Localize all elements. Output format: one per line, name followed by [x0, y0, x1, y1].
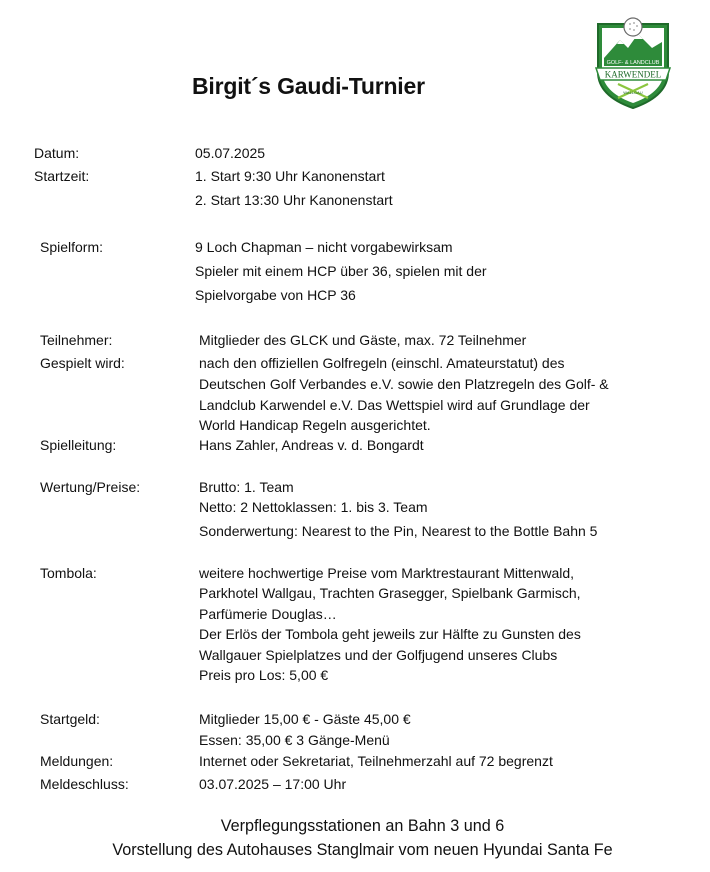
- tombola-line-3: Parfümerie Douglas…: [199, 606, 337, 622]
- tombola-label: Tombola:: [40, 565, 97, 581]
- gespielt-label: Gespielt wird:: [40, 355, 125, 371]
- gespielt-line-2: Deutschen Golf Verbandes e.V. sowie den Platzregeln des Golf- &: [199, 376, 609, 392]
- gespielt-line-1: nach den offiziellen Golfregeln (einschl. Amateurstatut) des: [199, 355, 565, 371]
- wertung-label: Wertung/Preise:: [40, 479, 141, 495]
- svg-text:WALLGAU: WALLGAU: [623, 90, 643, 95]
- spielform-line-2: Spieler mit einem HCP über 36, spielen mit der: [195, 263, 487, 279]
- startzeit-line-1: 1. Start 9:30 Uhr Kanonenstart: [195, 168, 385, 184]
- page-title: Birgit´s Gaudi-Turnier: [192, 73, 425, 99]
- tombola-line-6: Preis pro Los: 5,00 €: [199, 667, 329, 683]
- footer-line-2: Vorstellung des Autohauses Stanglmair vom neuen Hyundai Santa Fe: [112, 841, 613, 859]
- footer-line-1: Verpflegungsstationen an Bahn 3 und 6: [220, 817, 505, 835]
- tombola-line-5: Wallgauer Spielplatzes und der Golfjugend unseres Clubs: [199, 647, 558, 663]
- wertung-line-2: Netto: 2 Nettoklassen: 1. bis 3. Team: [199, 499, 428, 515]
- meldungen-label: Meldungen:: [40, 753, 114, 769]
- meldeschluss-label: Meldeschluss:: [40, 776, 129, 792]
- wertung-line-1: Brutto: 1. Team: [199, 479, 294, 495]
- svg-text:GOLF- & LANDCLUB: GOLF- & LANDCLUB: [606, 60, 660, 66]
- spielform-line-1: 9 Loch Chapman – nicht vorgabewirksam: [195, 239, 453, 255]
- club-logo: [592, 14, 674, 110]
- spielleitung-value: Hans Zahler, Andreas v. d. Bongardt: [199, 437, 424, 453]
- svg-text:KARWENDEL: KARWENDEL: [604, 69, 662, 80]
- startzeit-line-2: 2. Start 13:30 Uhr Kanonenstart: [195, 192, 393, 208]
- startgeld-line-1: Mitglieder 15,00 € - Gäste 45,00 €: [199, 711, 411, 727]
- gespielt-line-3: Landclub Karwendel e.V. Das Wettspiel wird auf Grundlage der: [199, 397, 590, 413]
- datum-label: Datum:: [34, 145, 80, 161]
- startgeld-line-2: Essen: 35,00 € 3 Gänge-Menü: [199, 732, 390, 748]
- tombola-line-4: Der Erlös der Tombola geht jeweils zur Hälfte zu Gunsten des: [199, 626, 581, 642]
- spielleitung-label: Spielleitung:: [40, 437, 117, 453]
- datum-value: 05.07.2025: [195, 145, 266, 161]
- meldeschluss-value: 03.07.2025 – 17:00 Uhr: [199, 776, 347, 792]
- gespielt-line-4: World Handicap Regeln ausgerichtet.: [199, 417, 431, 433]
- spielform-label: Spielform:: [40, 239, 104, 255]
- startzeit-label: Startzeit:: [34, 168, 90, 184]
- teilnehmer-value: Mitglieder des GLCK und Gäste, max. 72 Teilnehmer: [199, 332, 527, 348]
- teilnehmer-label: Teilnehmer:: [40, 332, 113, 348]
- startgeld-label: Startgeld:: [40, 711, 100, 727]
- meldungen-value: Internet oder Sekretariat, Teilnehmerzahl auf 72 begrenzt: [199, 753, 553, 769]
- tombola-line-1: weitere hochwertige Preise vom Marktrestaurant Mittenwald,: [199, 565, 575, 581]
- tombola-line-2: Parkhotel Wallgau, Trachten Grasegger, Spielbank Garmisch,: [199, 585, 581, 601]
- wertung-line-3: Sonderwertung: Nearest to the Pin, Nearest to the Bottle Bahn 5: [199, 523, 598, 539]
- spielform-line-3: Spielvorgabe von HCP 36: [195, 287, 356, 303]
